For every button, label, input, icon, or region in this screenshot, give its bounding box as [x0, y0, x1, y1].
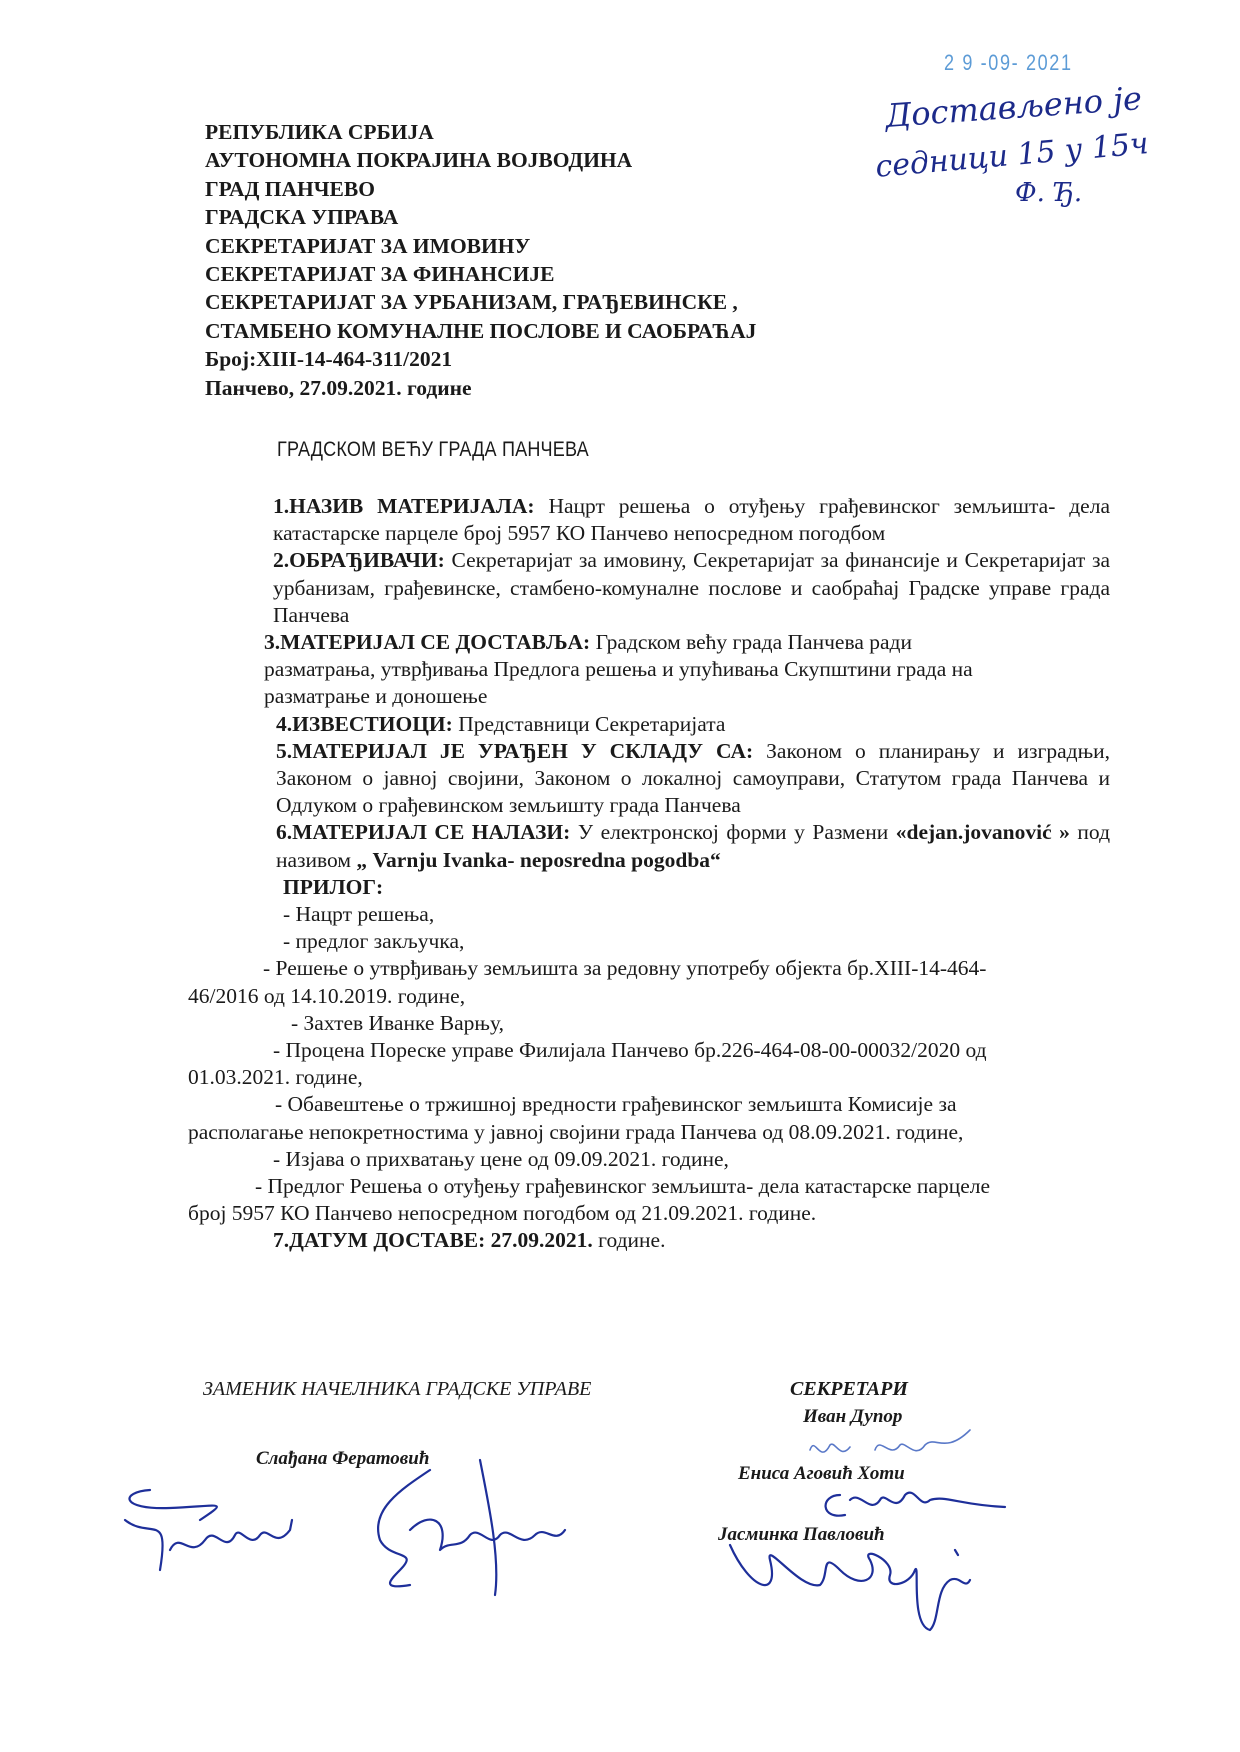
section-label: 3.МАТЕРИЈАЛ СЕ ДОСТАВЉА:: [264, 630, 591, 655]
attachment-item: - Захтев Иванке Варњу,: [291, 1010, 504, 1035]
attachment-item: - Обавештење о тржишној вредности грађевинског земљишта Комисије за: [275, 1092, 957, 1117]
attachment-item: - Процена Пореске управе Филијала Панчево бр.226-464-08-00-00032/2020 од: [273, 1038, 987, 1063]
received-date-stamp: 2 9 -09- 2021: [944, 50, 1073, 75]
secretary-name: Јасминка Павловић: [718, 1524, 885, 1545]
section-text: Секретаријат за имовину, Секретаријат за финансије и Секретаријат за урбанизам, грађевинске, стамбено-комуналне послове и саобраћај Градске управе града Панчева: [273, 548, 1110, 627]
section-text: под називом: [276, 820, 1111, 872]
secretary-name: Иван Дупор: [803, 1406, 903, 1427]
handwritten-note-line: седници 15 у 15ч: [873, 126, 1150, 185]
section-rapporteurs: [276, 711, 1110, 738]
section-delivery-date: [273, 1227, 1110, 1254]
document-number: Број:XIII-14-464-311/2021: [205, 347, 453, 372]
attachment-item: - предлог закључка,: [283, 929, 465, 954]
section-legal-basis: [276, 738, 1110, 820]
attachment-item-cont: 46/2016 од 14.10.2019. године,: [188, 983, 466, 1008]
attachment-item-cont: 01.03.2021. године,: [188, 1065, 363, 1090]
section-text: године.: [592, 1228, 666, 1253]
folder-name: „ Varnju Ivanka- neposredna pogodba“: [356, 847, 721, 872]
letterhead-administration: ГРАДСКА УПРАВА: [205, 205, 399, 230]
letterhead-city: ГРАД ПАНЧЕВО: [205, 176, 375, 201]
letterhead-province: АУТОНОМНА ПОКРАЈИНА ВОЈВОДИНА: [205, 148, 633, 173]
section-label: 7.ДАТУМ ДОСТАВЕ: 27.09.2021.: [273, 1228, 593, 1253]
secretary-signature-pavlovic: [720, 1530, 980, 1640]
section-text: У електронској форми у Размени: [570, 820, 889, 845]
section-text: разматрања, утврђивања Предлога решења и упућивања Скупштини града на: [264, 657, 973, 682]
attachment-item: - Нацрт решења,: [283, 902, 435, 927]
attachment-item: - Изјава о прихватању цене од 09.09.2021. године,: [273, 1146, 729, 1171]
section-text: Градском већу града Панчева ради: [590, 630, 912, 655]
section-prepared-by: [273, 547, 1110, 629]
section-label: 5.МАТЕРИЈАЛ ЈЕ УРАЂЕН У СКЛАДУ СА:: [276, 738, 754, 763]
section-text: Представници Секретаријата: [452, 711, 726, 736]
secretary-signature-agovic: [820, 1465, 1010, 1525]
handwritten-note-line: Достављено је: [883, 79, 1144, 135]
handwritten-note-initials: Ф. Ђ.: [1015, 178, 1083, 208]
section-text: Законом о планирању и изградњи, Законом о јавној својини, Законом о локалној самоуправи, Статутом града Панчева и Одлуком о грађевинском земљишту града Панчева: [276, 738, 1111, 818]
document-body: [188, 493, 1111, 1255]
exchange-account: «dejan.jovanović »: [895, 820, 1070, 845]
section-text: разматрање и доношење: [264, 684, 488, 709]
deputy-signature-right: [340, 1450, 580, 1600]
document-date: Панчево, 27.09.2021. године: [205, 375, 472, 400]
deputy-head-title: ЗАМЕНИК НАЧЕЛНИКА ГРАДСКЕ УПРАВЕ: [203, 1378, 592, 1400]
letterhead-country: РЕПУБЛИКА СРБИЈА: [205, 120, 434, 144]
addressee: ГРАДСКОМ ВЕЋУ ГРАДА ПАНЧЕВА: [277, 438, 589, 461]
letterhead: [205, 118, 756, 402]
section-label: 1.НАЗИВ МАТЕРИЈАЛА:: [273, 494, 535, 518]
section-label: 4.ИЗВЕСТИОЦИ:: [276, 711, 453, 736]
letterhead-secretariat-finance: СЕКРЕТАРИЈАТ ЗА ФИНАНСИЈЕ: [205, 262, 555, 287]
section-text: Нацрт решења о отуђењу грађевинског земљишта- дела катастарске парцеле број 5957 КО Панчево непосредном погодбом: [273, 494, 1110, 546]
attachments-label: ПРИЛОГ:: [283, 874, 384, 899]
secretaries-title: СЕКРЕТАРИ: [790, 1378, 908, 1400]
letterhead-secretariat-property: СЕКРЕТАРИЈАТ ЗА ИМОВИНУ: [205, 233, 531, 258]
letterhead-secretariat-urbanism: СЕКРЕТАРИЈАТ ЗА УРБАНИЗАМ, ГРАЂЕВИНСКЕ ,: [205, 290, 738, 315]
attachment-item-cont: располагање непокретностима у јавној својини града Панчева од 08.09.2021. године,: [188, 1119, 964, 1144]
deputy-head-name: Слађана Ферaтовић: [256, 1448, 430, 1469]
attachment-item: - Решење о утврђивању земљишта за редовну употребу објекта бр.XIII-14-464-: [263, 956, 987, 981]
secretary-name: Ениса Аговић Хоти: [738, 1463, 905, 1484]
attachment-item-cont: број 5957 КО Панчево непосредном погодбом од 21.09.2021. године.: [188, 1201, 817, 1226]
section-material-name: [273, 493, 1110, 547]
section-label: 6.МАТЕРИЈАЛ СЕ НАЛАЗИ:: [276, 820, 571, 845]
section-label: 2.ОБРАЂИВАЧИ:: [273, 548, 445, 573]
attachment-item: - Предлог Решења о отуђењу грађевинског земљишта- дела катастарске парцеле: [255, 1174, 991, 1199]
letterhead-secretariat-urbanism-cont: СТАМБЕНО КОМУНАЛНЕ ПОСЛОВЕ И САОБРАЋАЈ: [205, 318, 757, 343]
section-material-location: [276, 819, 1110, 873]
deputy-signature-left: [110, 1480, 310, 1590]
section-delivered-to: [264, 629, 1110, 711]
